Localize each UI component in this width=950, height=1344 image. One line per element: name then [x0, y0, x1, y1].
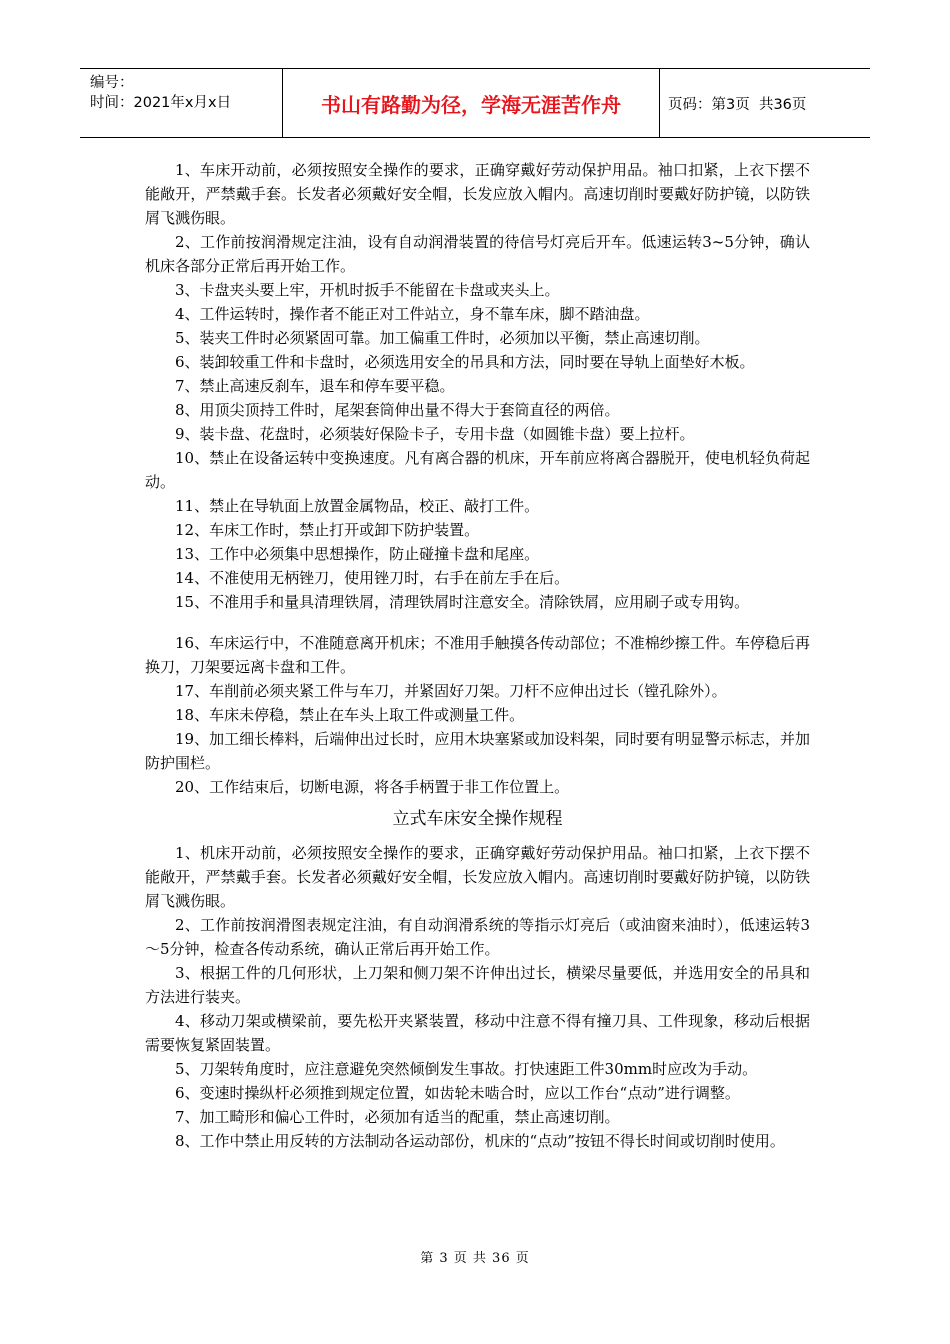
rule-paragraph: 15、不准用手和量具清理铁屑，清理铁屑时注意安全。清除铁屑，应用刷子或专用钩。 — [175, 593, 750, 611]
page-footer: 第 3 页 共 36 页 — [420, 1251, 530, 1266]
rule-paragraph: 9、装卡盘、花盘时，必须装好保险卡子，专用卡盘（如圆锥卡盘）要上拉杆。 — [175, 425, 695, 443]
rule-paragraph: 10、禁止在设备运转中变换速度。凡有离合器的机床，开车前应将离合器脱开，使电机轻负荷起动。 — [145, 449, 810, 491]
section-vertical-lathe-rules — [145, 841, 810, 1153]
rule-paragraph: 2、工作前按润滑规定注油，设有自动润滑装置的待信号灯亮后开车。低速运转3~5分钟，确认机床各部分正常后再开始工作。 — [145, 233, 810, 275]
rule-paragraph: 2、工作前按润滑图表规定注油，有自动润滑系统的等指示灯亮后（或油窗来油时），低速运转3～5分钟，检查各传动系统，确认正常后再开始工作。 — [145, 916, 810, 958]
rule-paragraph: 3、卡盘夹头要上牢，开机时扳手不能留在卡盘或夹头上。 — [175, 281, 560, 299]
rule-paragraph: 14、不准使用无柄锉刀，使用锉刀时，右手在前左手在后。 — [175, 569, 570, 587]
rule-paragraph: 11、禁止在导轨面上放置金属物品，校正、敲打工件。 — [175, 497, 540, 515]
rule-paragraph: 17、车削前必须夹紧工件与车刀，并紧固好刀架。刀杆不应伸出过长（镗孔除外）。 — [175, 682, 727, 700]
rule-paragraph: 20、工作结束后，切断电源，将各手柄置于非工作位置上。 — [175, 778, 570, 796]
rule-paragraph: 8、工作中禁止用反转的方法制动各运动部份，机床的“点动”按钮不得长时间或切削时使用。 — [175, 1132, 785, 1150]
rule-paragraph: 5、装夹工件时必须紧固可靠。加工偏重工件时，必须加以平衡，禁止高速切削。 — [175, 329, 710, 347]
rule-paragraph: 5、刀架转角度时，应注意避免突然倾倒发生事故。打快速距工件30mm时应改为手动。 — [175, 1060, 758, 1078]
header-page-info — [660, 69, 870, 137]
rule-paragraph: 6、装卸较重工件和卡盘时，必须选用安全的吊具和方法，同时要在导轨上面垫好木板。 — [175, 353, 755, 371]
rule-paragraph: 1、机床开动前，必须按照安全操作的要求，正确穿戴好劳动保护用品。袖口扣紧，上衣下摆不能敞开，严禁戴手套。长发者必须戴好安全帽，长发应放入帽内。高速切削时要戴好防护镜，以防铁屑飞溅伤眼。 — [145, 844, 810, 910]
section-lathe-rules-continued — [145, 631, 810, 799]
document-body — [145, 158, 810, 1153]
rule-paragraph: 4、移动刀架或横梁前，要先松开夹紧装置，移动中注意不得有撞刀具、工件现象，移动后根据需要恢复紧固装置。 — [145, 1012, 810, 1054]
rule-paragraph: 18、车床未停稳，禁止在车头上取工件或测量工件。 — [175, 706, 525, 724]
rule-paragraph: 16、车床运行中，不准随意离开机床；不准用手触摸各传动部位；不准棉纱擦工件。车停稳后再换刀，刀架要远离卡盘和工件。 — [145, 634, 810, 676]
rule-paragraph: 7、加工畸形和偏心工件时，必须加有适当的配重，禁止高速切削。 — [175, 1108, 620, 1126]
rule-paragraph: 6、变速时操纵杆必须推到规定位置，如齿轮未啮合时，应以工作台“点动”进行调整。 — [175, 1084, 740, 1102]
page-header — [80, 68, 870, 138]
time-label: 时间：2021年x月x日 — [90, 95, 232, 111]
paragraph-gap — [145, 614, 810, 631]
rule-paragraph: 3、根据工件的几何形状，上刀架和侧刀架不许伸出过长，横梁尽量要低，并选用安全的吊具和方法进行装夹。 — [145, 964, 810, 1006]
rule-paragraph: 4、工件运转时，操作者不能正对工件站立，身不靠车床，脚不踏油盘。 — [175, 305, 650, 323]
code-label: 编号： — [90, 75, 134, 91]
header-meta — [80, 69, 283, 137]
header-motto: 书山有路勤为径，学海无涯苦作舟 — [283, 69, 660, 137]
rule-paragraph: 7、禁止高速反刹车，退车和停车要平稳。 — [175, 377, 455, 395]
section-title: 立式车床安全操作规程 — [392, 809, 563, 829]
section-lathe-rules — [145, 158, 810, 614]
rule-paragraph: 12、车床工作时，禁止打开或卸下防护装置。 — [175, 521, 480, 539]
page-info-text: 页码：第3页 共36页 — [668, 96, 807, 113]
rule-paragraph: 1、车床开动前，必须按照安全操作的要求，正确穿戴好劳动保护用品。袖口扣紧，上衣下摆不能敞开，严禁戴手套。长发者必须戴好安全帽，长发应放入帽内。高速切削时要戴好防护镜，以防铁屑飞溅伤眼。 — [145, 161, 810, 227]
rule-paragraph: 8、用顶尖顶持工件时，尾架套筒伸出量不得大于套筒直径的两倍。 — [175, 401, 620, 419]
rule-paragraph: 19、加工细长棒料，后端伸出过长时，应用木块塞紧或加设料架，同时要有明显警示标志，并加防护围栏。 — [145, 730, 810, 772]
rule-paragraph: 13、工作中必须集中思想操作，防止碰撞卡盘和尾座。 — [175, 545, 540, 563]
